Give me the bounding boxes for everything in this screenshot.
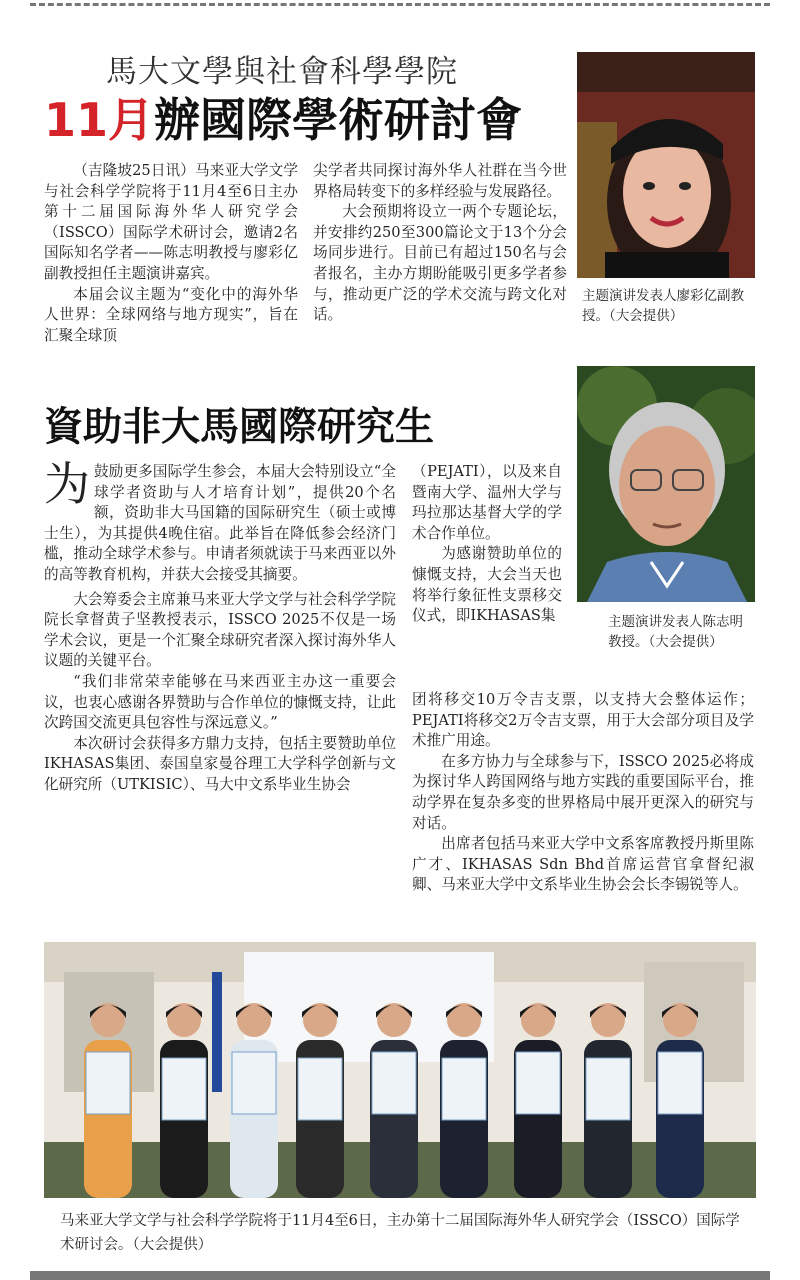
photo2-caption: 主题演讲发表人陈志明教授。（大会提供） [608, 614, 743, 650]
photo1-caption: 主题演讲发表人廖彩亿副教授。（大会提供） [582, 288, 744, 324]
article2-p3: “我们非常荣幸能够在马来西亚主办这一重要会议，也衷心感谢各界赞助与合作单位的慷慨支持，让此次跨国交流更具包容性与深远意义。” [44, 672, 396, 732]
article2-right-p2: 为感谢赞助单位的慷慨支持，大会当天也将举行象征性支票移交仪式，即IKHASAS集 [412, 545, 562, 625]
article2-p1-text: 鼓励更多国际学生参会，本届大会特别设立“全球学者资助与人才培育计划”，提供20个名额，资助非大马国籍的国际研究生（硕士或博士生），为其提供4晚住宿。此举旨在降低参会经济门槛，推动全球学术参与。申请者须就读于马来西亚以外的高等教育机构，并获大会接受其摘要。 [44, 463, 396, 583]
section-headline: 資助非大馬國際研究生 [44, 405, 435, 450]
headline-kicker: 馬大文學與社會科學學院 [106, 54, 458, 90]
article2-wide-p2: 在多方协力与全球参与下，ISSCO 2025必将成为探讨华人跨国网络与地方实践的重要国际平台，推动学界在复杂多变的世界格局中展开更深入的研究与对话。 [412, 752, 754, 832]
headline-main-text: 辦國際學術研討會 [154, 93, 523, 147]
article2-wide-block [412, 690, 754, 942]
group-photo-caption: 马来亚大学文学与社会科学学院将于11月4至6日，主办第十二届国际海外华人研究学会（ISSCO）国际学术研讨会。（大会提供） [60, 1213, 740, 1253]
photo-keynote-speaker-1 [577, 52, 755, 278]
article1-col1 [44, 161, 298, 391]
dropcap: 为 [44, 457, 90, 511]
headline-date: 11月 [44, 93, 155, 147]
article2-right-p1: （PEJATI），以及来自暨南大学、温州大学与玛拉那达基督大学的学术合作单位。 [412, 463, 562, 542]
article2-wide-p1: 团将移交10万令吉支票，以支持大会整体运作；PEJATI将移交2万令吉支票，用于大会部分项目及学术推广用途。 [412, 691, 754, 750]
article1-col2 [313, 161, 567, 391]
article2-p4: 本次研讨会获得多方鼎力支持，包括主要赞助单位IKHASAS集团、泰国皇家曼谷理工大学科学创新与文化研究所（UTKISIC）、马大中文系毕业生协会 [44, 734, 396, 793]
photo-keynote-speaker-2 [577, 366, 755, 602]
article1-col1-p2: 本届会议主题为“变化中的海外华人世界：全球网络与地方现实”，旨在汇聚全球顶 [44, 285, 298, 344]
bottom-rule [30, 1271, 770, 1280]
headline-main [44, 84, 522, 150]
article2-right-col [412, 462, 562, 684]
article1-col2-p2: 大会预期将设立一两个专题论坛，并安排约250至300篇论文于13个分会场同步进行。目前已有超过150名与会者报名，主办方期盼能吸引更多学者参与，推动更广泛的学术交流与跨文化对话。 [313, 203, 567, 324]
article2-p2: 大会筹委会主席兼马来亚大学文学与社会科学学院院长拿督黄子坚教授表示，ISSCO 2025不仅是一场学术会议，更是一个汇聚全球研究者深入探讨海外华人议题的关键平台。 [44, 590, 396, 670]
group-photo [44, 942, 756, 1198]
article2-wide-p3: 出席者包括马来亚大学中文系客席教授丹斯里陈广才、IKHASAS Sdn Bhd首席运营官拿督纪淑卿、马来亚大学中文系毕业生协会会长李锡锐等人。 [412, 835, 754, 894]
article1-col1-p1: （吉隆坡25日讯）马来亚大学文学与社会科学学院将于11月4至6日主办第十二届国际海外华人研究学会（ISSCO）国际学术研讨会，邀请2名国际知名学者——陈志明教授与廖彩亿副教授担任主题演讲嘉宾。 [44, 162, 298, 282]
article2-p1 [44, 457, 396, 586]
article2-left-col [44, 457, 396, 942]
article1-col2-p1: 尖学者共同探讨海外华人社群在当今世界格局转变下的多样经验与发展路径。 [313, 162, 567, 200]
top-dashed-rule [30, 3, 770, 6]
